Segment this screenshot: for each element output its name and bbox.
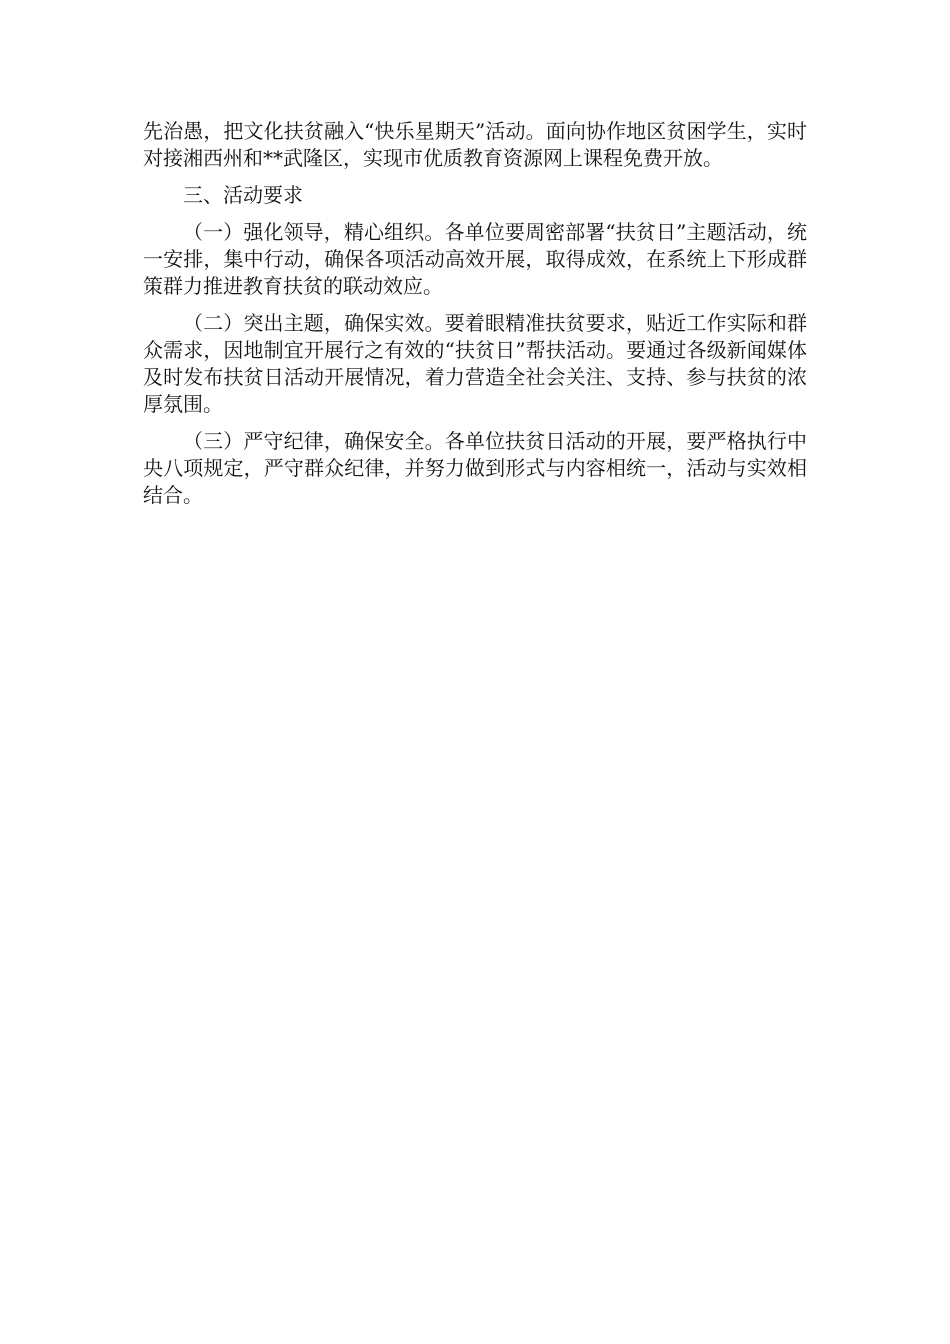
document-body [143,118,807,519]
paragraph-continuation: 先治愚，把文化扶贫融入“快乐星期天”活动。面向协作地区贫困学生，实时对接湘西州和**武隆区，实现市优质教育资源网上课程免费开放。 [143,119,807,170]
paragraph-requirement-3: （三）严守纪律，确保安全。各单位扶贫日活动的开展，要严格执行中央八项规定，严守群众纪律，并努力做到形式与内容相统一，活动与实效相结合。 [143,429,807,507]
paragraph-requirement-2: （二）突出主题，确保实效。要着眼精准扶贫要求，贴近工作实际和群众需求，因地制宜开展行之有效的“扶贫日”帮扶活动。要通过各级新闻媒体及时发布扶贫日活动开展情况，着力营造全社会关注、支持、参与扶贫的浓厚氛围。 [143,311,807,416]
paragraph-requirement-1: （一）强化领导，精心组织。各单位要周密部署“扶贫日”主题活动，统一安排，集中行动，确保各项活动高效开展，取得成效，在系统上下形成群策群力推进教育扶贫的联动效应。 [143,220,807,298]
section-heading-activity-requirements: 三、活动要求 [183,183,303,207]
